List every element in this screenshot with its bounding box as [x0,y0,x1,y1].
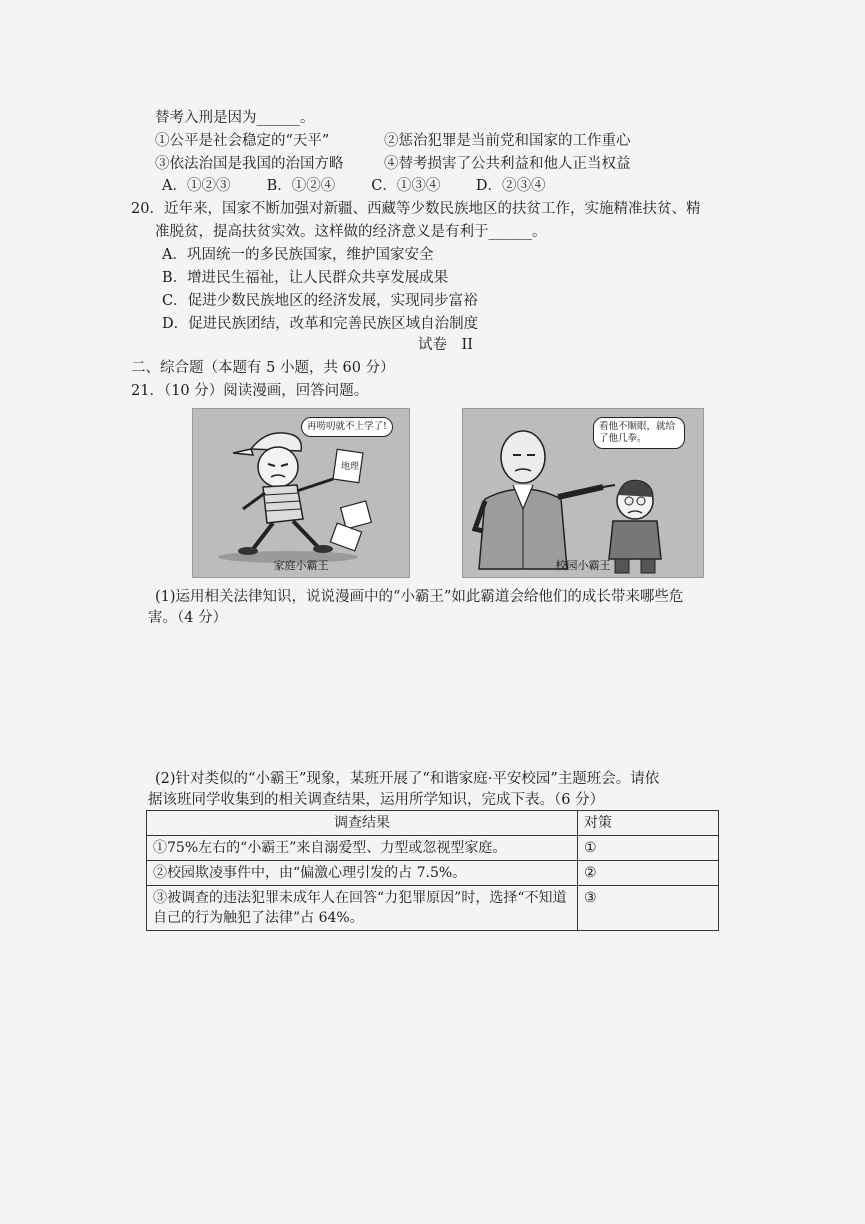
q19-statement-3: ③依法治国是我国的治国方略 [155,156,344,172]
q20-option-a: A．巩固统一的多民族国家，维护国家安全 [162,247,434,263]
q19-option-c: C．①③④ [371,178,441,194]
measure-cell: ② [578,861,719,886]
q19-statement-1: ①公平是社会稳定的“天平” [155,133,330,149]
q21-sub2-line1: (2)针对类似的“小霸王”现象，某班开展了“和谐家庭·平安校园”主题班会。请依 [155,771,660,787]
comic-family-bully [192,408,410,578]
comic1-speech-bubble: 再唠叨就不上学了! [301,417,393,437]
q21-sub2-line2: 据该班同学收集到的相关调查结果，运用所学知识，完成下表。（6 分） [148,792,605,808]
q19-statement-4: ④替考损害了公共利益和他人正当权益 [384,156,631,172]
q20-stem-line2: 准脱贫，提高扶贫实效。这样做的经济意义是有利于______。 [155,224,547,240]
table-row [147,836,719,861]
table-row [147,886,719,931]
result-cell: ①75%左右的“小霸王”来自溺爱型、力型或忽视型家庭。 [147,836,578,861]
q19-option-d: D．②③④ [475,178,546,194]
q19-options [162,176,545,196]
table-row [147,861,719,886]
q20-option-c: C．促进少数民族地区的经济发展，实现同步富裕 [162,293,478,309]
header-results: 调查结果 [147,811,578,836]
paper2-title: 试卷 II [418,337,473,353]
q21-sub1-line2: 害。（4 分） [148,610,228,626]
comic1-book-label: 地理 [341,462,360,472]
q19-stem-tail: 替考入刑是因为______。 [155,110,315,126]
q19-option-a: A．①②③ [162,178,231,194]
comic-school-bully [462,408,704,578]
header-measures: 对策 [578,811,719,836]
q20-option-d: D．促进民族团结，改革和完善民族区域自治制度 [162,316,479,332]
comic2-speech-bubble: 看他不顺眼，就给了他几拳。 [593,417,685,449]
measure-cell: ③ [578,886,719,931]
measure-cell: ① [578,836,719,861]
q20-option-b: B．增进民生福祉，让人民群众共享发展成果 [162,270,449,286]
result-cell: ③被调查的违法犯罪未成年人在回答“力犯罪原因”时，选择“不知道自己的行为触犯了法律”占 64%。 [147,886,578,931]
q19-option-b: B．①②④ [266,178,336,194]
section2-heading: 二、综合题（本题有 5 小题，共 60 分） [131,360,395,376]
result-cell: ②校园欺凌事件中，由“偏激心理引发的占 7.5%。 [147,861,578,886]
survey-table [146,810,719,931]
q21-stem: 21．（10 分）阅读漫画，回答问题。 [131,383,369,399]
q21-sub1-line1: (1)运用相关法律知识，说说漫画中的“小霸王”如此霸道会给他们的成长带来哪些危 [155,589,684,605]
q19-statement-2: ②惩治犯罪是当前党和国家的工作重心 [384,133,631,149]
q20-stem-line1: 20．近年来，国家不断加强对新疆、西藏等少数民族地区的扶贫工作，实施精准扶贫、精 [131,201,701,217]
comic2-caption: 校园小霸王 [555,559,611,572]
table-header-row [147,811,719,836]
comic1-caption: 家庭小霸王 [273,559,329,572]
